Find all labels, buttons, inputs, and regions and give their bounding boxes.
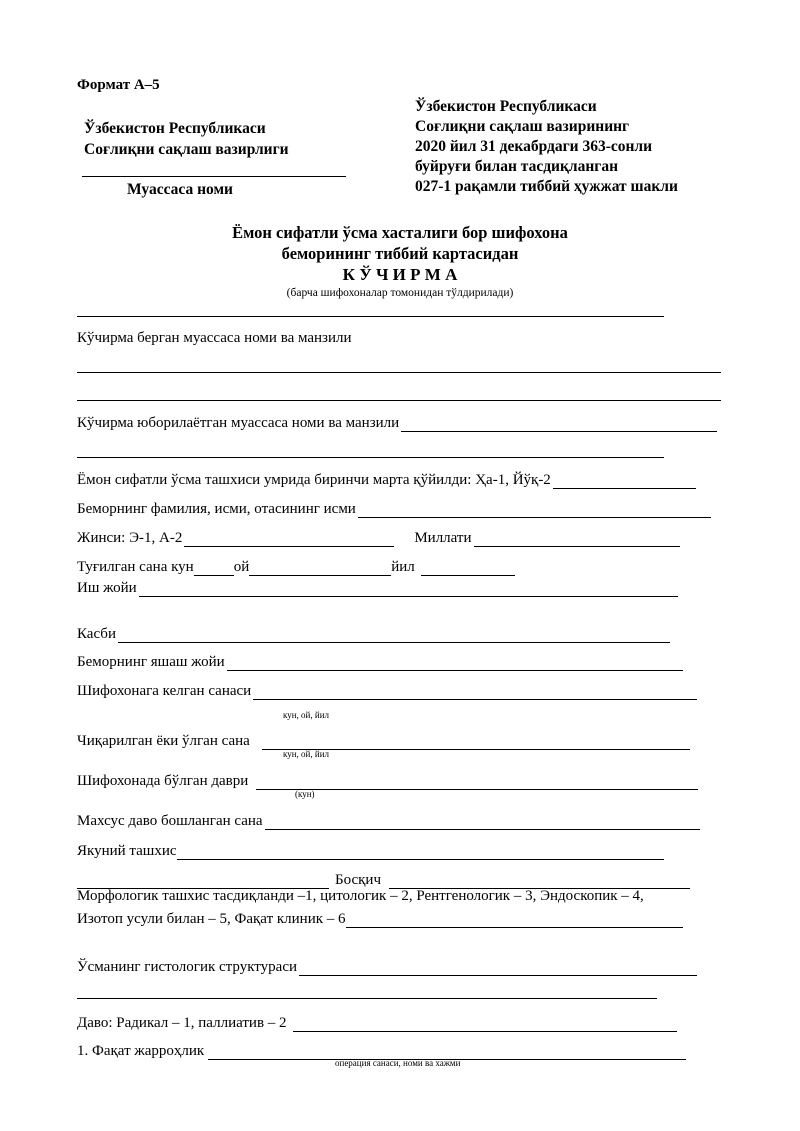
patient-name-field[interactable]: [358, 503, 711, 518]
admission-field[interactable]: [253, 685, 697, 700]
final-diagnosis-field[interactable]: [177, 845, 664, 860]
profession-row: [77, 623, 670, 643]
stage-field[interactable]: [389, 874, 690, 889]
title-separator: [77, 316, 664, 317]
treatment-row: [77, 1012, 677, 1032]
birth-month-field[interactable]: [249, 561, 391, 576]
sex-field[interactable]: [184, 532, 394, 547]
title-line2: беморининг тиббий картасидан: [281, 244, 519, 263]
admission-row: [77, 680, 697, 700]
recipient-label: Кўчирма юборилаётган муассаса номи ва манзили: [77, 415, 400, 431]
left-header-line1: Ўзбекистон Республикаси: [84, 120, 266, 137]
morphology-row: [77, 908, 683, 928]
diagnosis-extra-field[interactable]: [77, 874, 329, 889]
surgery-label: 1. Фақат жарроҳлик: [77, 1043, 205, 1059]
recipient-row: [77, 412, 717, 432]
histology-field[interactable]: [299, 961, 697, 976]
workplace-label: Иш жойи: [77, 580, 137, 596]
right-header-line2: Соғлиқни сақлаш вазирининг: [415, 118, 630, 135]
morphology-field[interactable]: [346, 913, 683, 928]
discharge-hint: кун, ой, йил: [283, 749, 330, 759]
birth-day-field[interactable]: [194, 561, 234, 576]
recipient-field[interactable]: [401, 417, 717, 432]
stay-field[interactable]: [256, 775, 698, 790]
treatment-field[interactable]: [293, 1017, 677, 1032]
patient-name-row: [77, 498, 711, 518]
issuer-label: Кўчирма берган муассаса номи ва манзили: [77, 330, 352, 346]
stay-label: Шифохонада бўлган даври: [77, 773, 249, 789]
discharge-row: [77, 730, 690, 750]
discharge-field[interactable]: [262, 735, 690, 750]
histology-row: [77, 956, 697, 976]
stay-row: [77, 770, 698, 790]
right-header-line4: буйруғи билан тасдиқланган: [415, 158, 619, 175]
residence-row: [77, 651, 683, 671]
right-header-line3: 2020 йил 31 декабрдаги 363-сонли: [415, 138, 653, 155]
recipient-line-2[interactable]: [77, 457, 664, 458]
surgery-row: [77, 1040, 686, 1060]
workplace-row: [77, 577, 678, 597]
title-line1: Ёмон сифатли ўсма хасталиги бор шифохона: [232, 223, 568, 242]
morphology-line1: Морфологик ташхис тасдиқланди –1, цитологик – 2, Рентгенологик – 3, Эндоскопик – 4,: [77, 888, 644, 904]
special-treatment-label: Махсус даво бошланган сана: [77, 813, 263, 829]
left-header-line2: Соғлиқни сақлаш вазирлиги: [84, 141, 289, 158]
first-time-label: Ёмон сифатли ўсма ташхиси умрида биринчи марта қўйилди: Ҳа-1, Йўқ-2: [77, 472, 551, 488]
treatment-label: Даво: Радикал – 1, паллиатив – 2: [77, 1015, 287, 1031]
format-label: Формат А–5: [77, 77, 160, 93]
workplace-field[interactable]: [139, 582, 678, 597]
birth-date-label: Туғилган сана кун: [77, 559, 194, 575]
birth-month-label: ой: [233, 559, 250, 575]
histology-line-2[interactable]: [77, 998, 657, 999]
admission-label: Шифохонага келган санаси: [77, 683, 252, 699]
histology-label: Ўсманинг гистологик структураси: [77, 959, 297, 975]
right-header-line1: Ўзбекистон Республикаси: [415, 98, 597, 115]
profession-field[interactable]: [118, 628, 670, 643]
nationality-field[interactable]: [474, 532, 680, 547]
right-header-line5: 027-1 рақамли тиббий ҳужжат шакли: [415, 178, 678, 195]
profession-label: Касби: [77, 626, 116, 642]
special-treatment-row: [77, 810, 700, 830]
admission-hint: кун, ой, йил: [283, 710, 330, 720]
final-diagnosis-row: [77, 840, 664, 860]
surgery-hint: операция санаси, номи ва хажми: [335, 1058, 461, 1068]
final-diagnosis-label: Якуний ташхис: [77, 843, 177, 859]
title-note: (барча шифохоналар томонидан тўлдирилади): [286, 287, 514, 299]
morphology-line2: Изотоп усули билан – 5, Фақат клиник – 6: [77, 911, 346, 927]
issuer-line-1[interactable]: [77, 372, 721, 373]
discharge-label: Чиқарилган ёки ўлган сана: [77, 733, 250, 749]
stage-label: Босқич: [335, 872, 382, 888]
first-time-row: [77, 469, 696, 489]
stage-row: [77, 869, 690, 889]
birth-year-field[interactable]: [421, 561, 515, 576]
institution-name-line[interactable]: [82, 176, 346, 177]
title-line3: К Ў Ч И Р М А: [342, 265, 458, 284]
residence-label: Беморнинг яшаш жойи: [77, 654, 225, 670]
first-time-field[interactable]: [553, 474, 696, 489]
sex-label: Жинси: Э-1, А-2: [77, 530, 183, 546]
issuer-line-2[interactable]: [77, 400, 721, 401]
birth-year-label: йил: [391, 559, 415, 575]
nationality-label: Миллати: [414, 530, 472, 546]
stay-hint: (кун): [295, 789, 315, 799]
institution-caption: Муассаса номи: [127, 181, 233, 198]
patient-name-label: Беморнинг фамилия, исми, отасининг исми: [77, 501, 356, 517]
special-treatment-field[interactable]: [265, 815, 700, 830]
sex-row: [77, 527, 680, 547]
residence-field[interactable]: [227, 656, 683, 671]
birth-date-row: [77, 556, 515, 576]
